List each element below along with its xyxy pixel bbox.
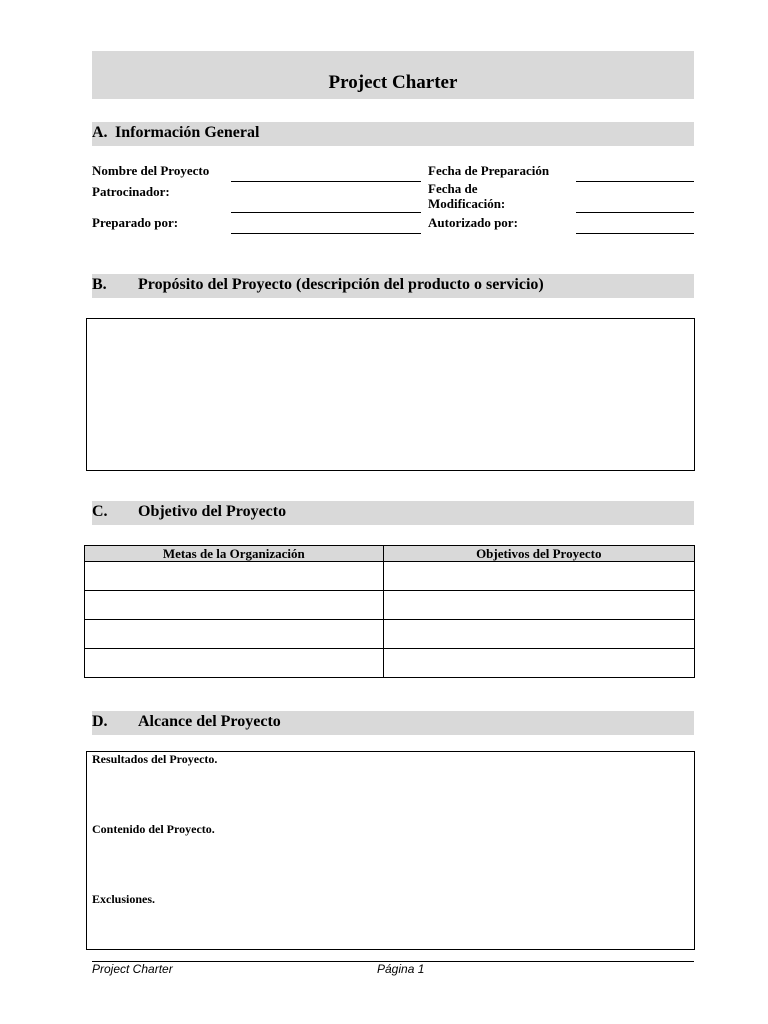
section-c-letter: C. [92,503,108,520]
prepared-by-field[interactable] [231,233,421,234]
mod-date-field[interactable] [576,212,694,213]
prep-date-label: Fecha de Preparación [428,163,550,178]
table-cell[interactable] [85,620,384,649]
mod-date-label-line1: Fecha de [428,181,478,196]
section-b-letter: B. [92,276,107,293]
table-cell[interactable] [85,562,384,591]
table-row [85,562,695,591]
table-cell[interactable] [383,649,694,678]
section-a-title: Información General [115,124,260,141]
title-band [92,51,694,99]
column-header-project-objectives: Objetivos del Proyecto [383,546,694,562]
purpose-textbox[interactable] [86,318,695,471]
table-cell[interactable] [85,649,384,678]
section-b-title: Propósito del Proyecto (descripción del producto o servicio) [138,276,544,293]
table-cell[interactable] [383,620,694,649]
prepared-by-label: Preparado por: [92,215,179,230]
section-c-title: Objetivo del Proyecto [138,503,287,520]
content-label: Contenido del Proyecto. [92,822,215,836]
table-header-row [85,546,695,562]
section-c-header [92,501,694,525]
prep-date-field[interactable] [576,181,694,182]
section-d-header [92,711,694,735]
document-title: Project Charter [328,72,458,93]
sponsor-label: Patrocinador: [92,184,170,199]
table-row [85,591,695,620]
section-a-letter: A. [92,124,108,141]
footer-page-number: Página 1 [377,962,425,976]
table-cell[interactable] [85,591,384,620]
section-d-title: Alcance del Proyecto [138,713,281,730]
project-name-field[interactable] [231,181,421,182]
scope-box[interactable] [86,751,695,950]
table-row [85,649,695,678]
authorized-by-label: Autorizado por: [428,215,518,230]
project-name-label: Nombre del Proyecto [92,163,210,178]
exclusions-label: Exclusiones. [92,892,156,906]
column-header-org-goals: Metas de la Organización [85,546,384,562]
table-row [85,620,695,649]
table-cell[interactable] [383,591,694,620]
footer-doc-title: Project Charter [92,962,173,976]
section-b-header [92,274,694,298]
table-cell[interactable] [383,562,694,591]
authorized-by-field[interactable] [576,233,694,234]
sponsor-field[interactable] [231,212,421,213]
mod-date-label-line2: Modificación: [428,196,506,211]
section-d-letter: D. [92,713,108,730]
section-a-header [92,122,694,146]
results-label: Resultados del Proyecto. [92,752,218,766]
objectives-table [84,545,695,678]
